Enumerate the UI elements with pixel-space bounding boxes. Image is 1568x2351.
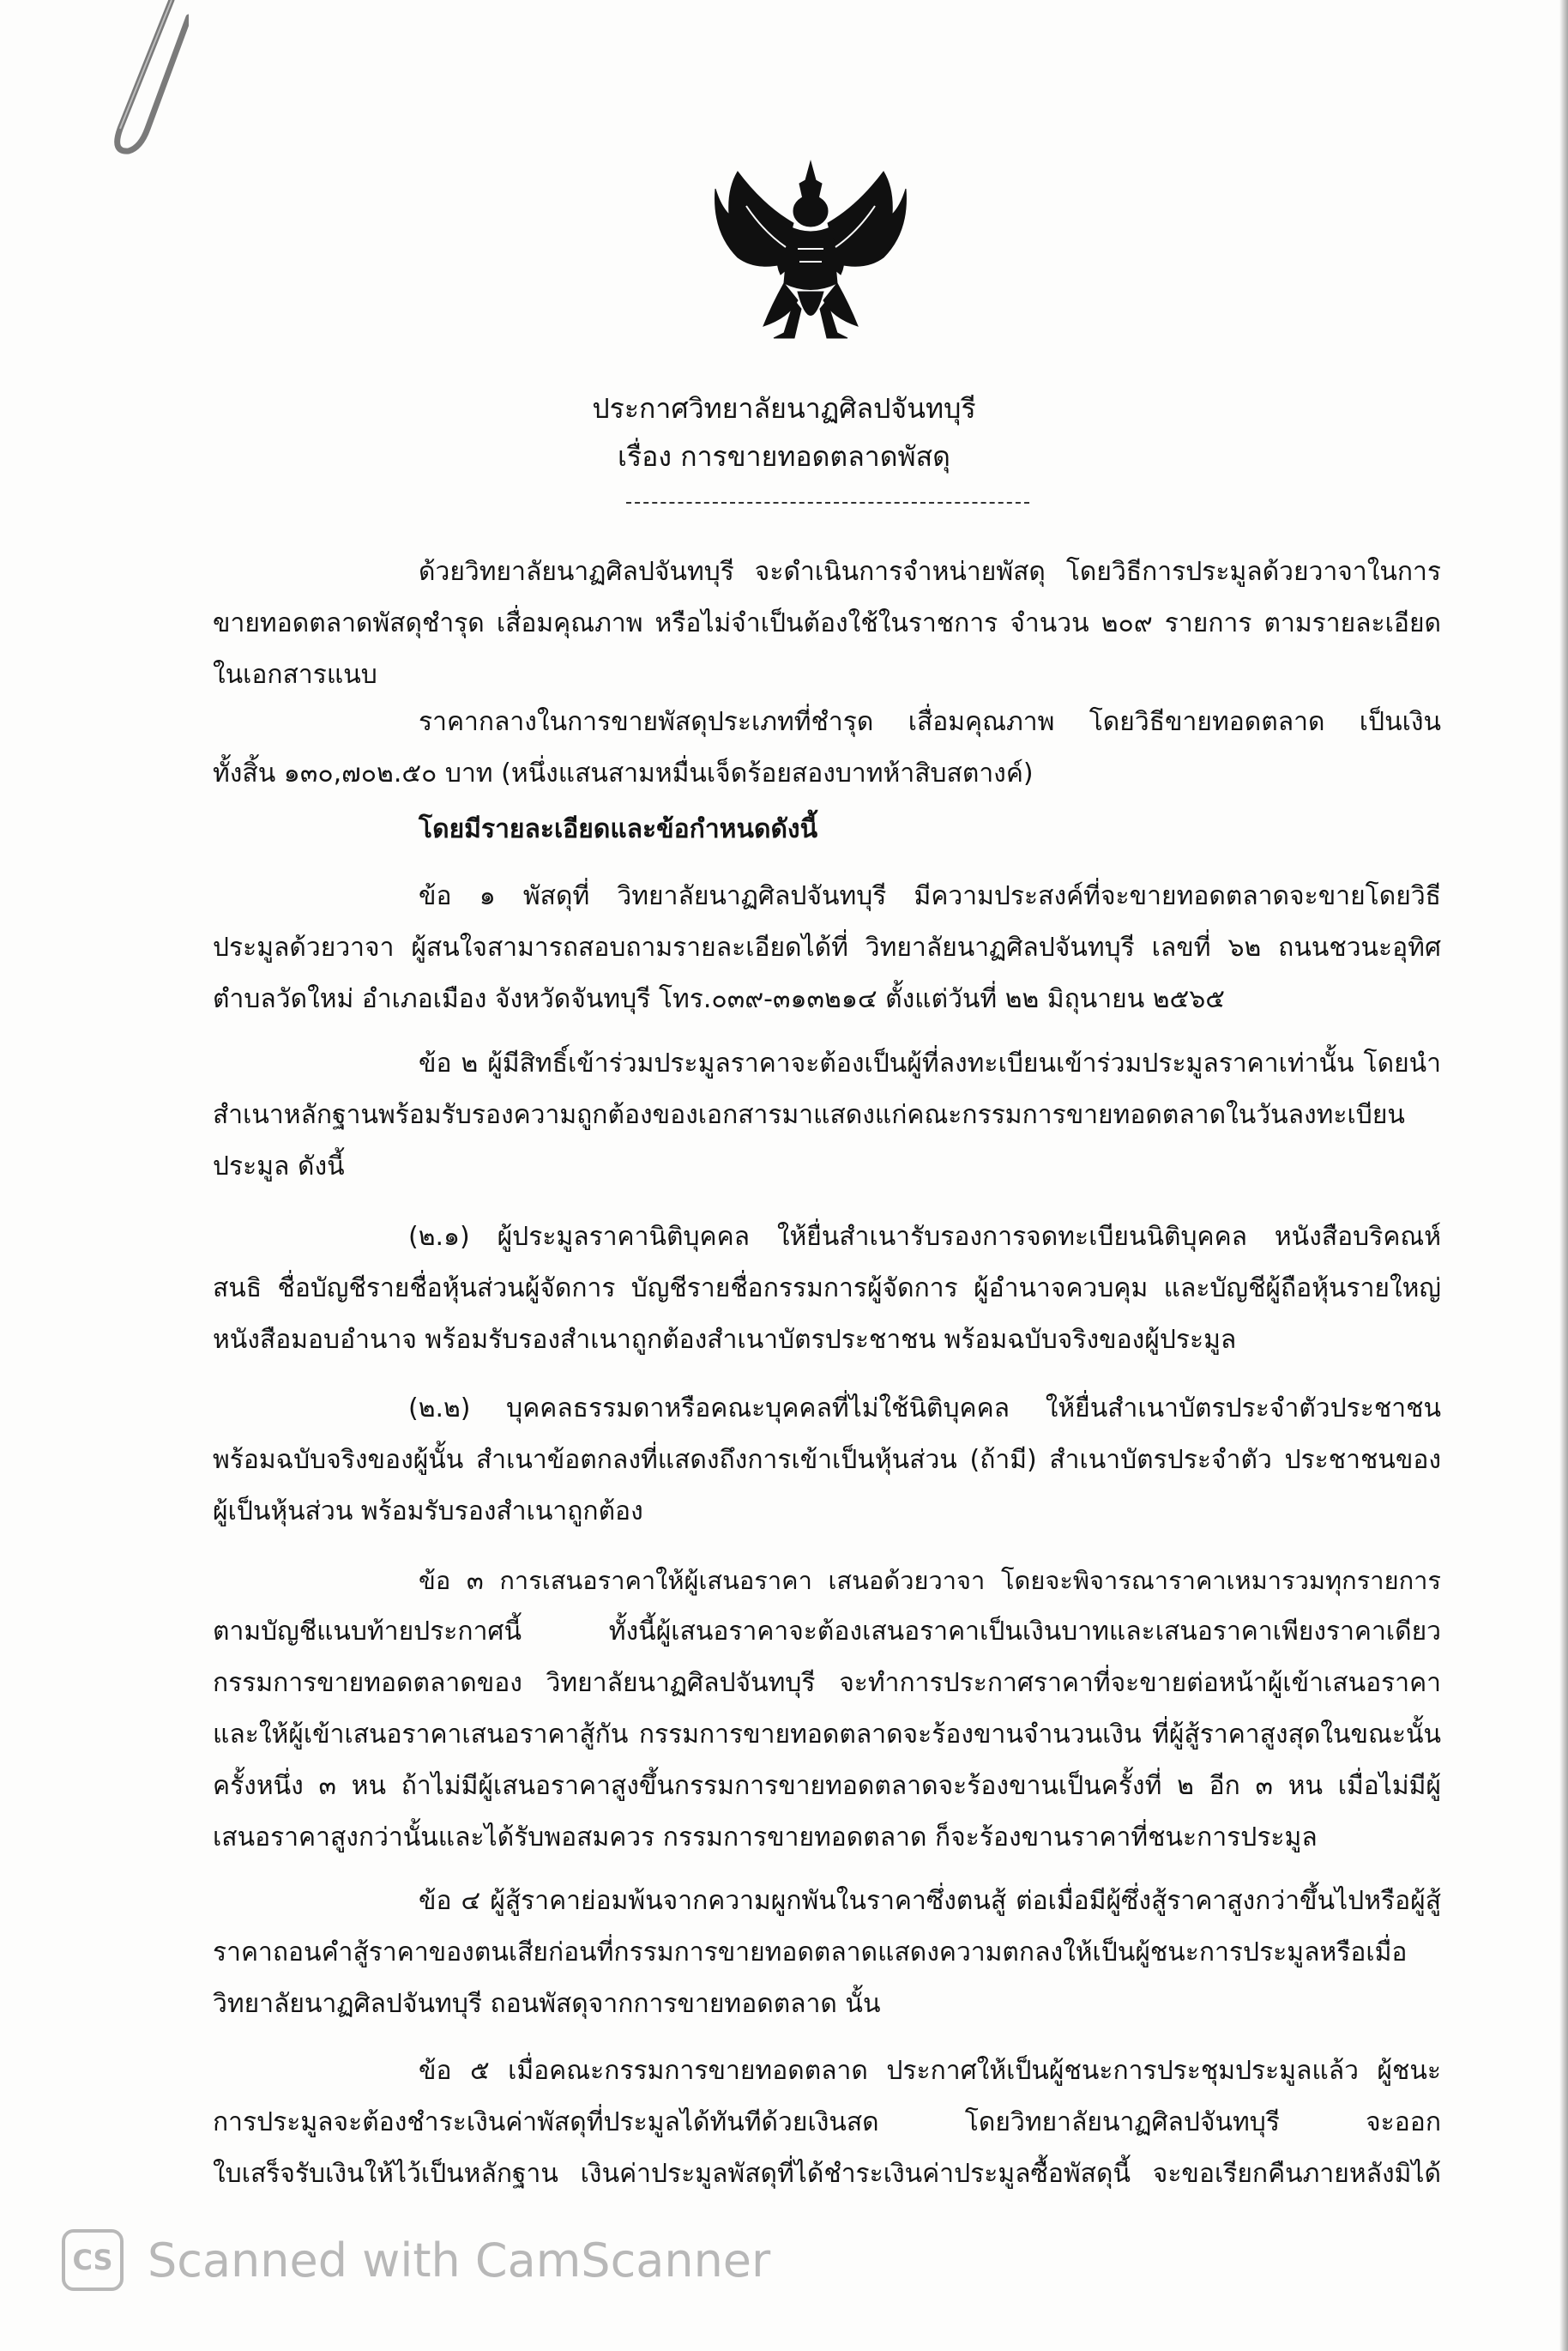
announcement-title: ประกาศวิทยาลัยนาฏศิลปจันทบุรี bbox=[592, 392, 976, 425]
details-heading bbox=[213, 804, 1441, 855]
paragraph-line: กรรมการขายทอดตลาดของ วิทยาลัยนาฏศิลปจันทบุรี จะทำการประกาศราคาที่จะขายต่อหน้าผู้เข้าเสนอราคา bbox=[213, 1668, 1441, 1698]
paragraph-line: (๒.๒) บุคคลธรรมดาหรือคณะบุคคลที่ไม่ใช้นิติบุคคล ให้ยื่นสำเนาบัตรประจำตัวประชาชน bbox=[408, 1393, 1441, 1423]
paragraph-line: ครั้งหนึ่ง ๓ หน ถ้าไม่มีผู้เสนอราคาสูงขึ้นกรรมการขายทอดตลาดจะร้องขานเป็นครั้งที่ ๒ อีก ๓ หน เมื่อไม่มีผู้ bbox=[213, 1771, 1441, 1801]
paragraph-line: ประมูล ดังนี้ bbox=[213, 1151, 345, 1182]
paragraph-line: หนังสือมอบอำนาจ พร้อมรับรองสำเนาถูกต้องสำเนาบัตรประชาชน พร้อมฉบับจริงของผู้ประมูล bbox=[213, 1325, 1237, 1355]
paragraph-line: พร้อมฉบับจริงของผู้นั้น สำเนาข้อตกลงที่แสดงถึงการเข้าเป็นหุ้นส่วน (ถ้ามี) สำเนาบัตรประจำตัว ประชาชนของ bbox=[213, 1445, 1441, 1475]
paragraph-line: ด้วยวิทยาลัยนาฏศิลปจันทบุรี จะดำเนินการจำหน่ายพัสดุ โดยวิธีการประมูลด้วยวาจาในการ bbox=[419, 557, 1441, 587]
clause-1 bbox=[213, 871, 1441, 1025]
clause-2-1 bbox=[213, 1212, 1441, 1366]
clause-5 bbox=[213, 2046, 1441, 2200]
paragraph-line: การประมูลจะต้องชำระเงินค่าพัสดุที่ประมูลได้ทันทีด้วยเงินสด โดยวิทยาลัยนาฏศิลปจันทบุรี จะออก bbox=[213, 2107, 1441, 2137]
paragraph-median-price bbox=[213, 697, 1441, 800]
header-divider bbox=[626, 502, 1029, 504]
paragraph-intro bbox=[213, 547, 1441, 701]
paragraph-line: ข้อ ๕ เมื่อคณะกรรมการขายทอดตลาด ประกาศให้เป็นผู้ชนะการประชุมประมูลแล้ว ผู้ชนะ bbox=[419, 2056, 1441, 2086]
camscanner-text: Scanned with CamScanner bbox=[148, 2233, 771, 2288]
announcement-subject: เรื่อง การขายทอดตลาดพัสดุ bbox=[618, 440, 950, 473]
paragraph-line: ผู้เป็นหุ้นส่วน พร้อมรับรองสำเนาถูกต้อง bbox=[213, 1496, 643, 1526]
paragraph-line: ข้อ ๓ การเสนอราคาให้ผู้เสนอราคา เสนอด้วยวาจา โดยจะพิจารณาราคาเหมารวมทุกรายการ bbox=[419, 1566, 1441, 1595]
page-edge-shadow bbox=[1559, 0, 1568, 2351]
paper-clip-icon bbox=[69, 0, 189, 172]
clause-3 bbox=[213, 1555, 1441, 1864]
paragraph-line: ข้อ ๒ ผู้มีสิทธิ์เข้าร่วมประมูลราคาจะต้องเป็นผู้ที่ลงทะเบียนเข้าร่วมประมูลราคาเท่านั้น โดยนำ bbox=[419, 1049, 1441, 1079]
paragraph-line: ราคากลางในการขายพัสดุประเภทที่ชำรุด เสื่อมคุณภาพ โดยวิธีขายทอดตลาด เป็นเงิน bbox=[419, 707, 1441, 737]
garuda-emblem-icon bbox=[712, 154, 909, 360]
paragraph-line: ตำบลวัดใหม่ อำเภอเมือง จังหวัดจันทบุรี โทร.๐๓๙-๓๑๓๒๑๔ ตั้งแต่วันที่ ๒๒ มิถุนายน ๒๕๖๕ bbox=[213, 984, 1225, 1014]
paragraph-line: ประมูลด้วยวาจา ผู้สนใจสามารถสอบถามรายละเอียดได้ที่ วิทยาลัยนาฏศิลปจันทบุรี เลขที่ ๖๒ ถนนชวนะอุทิศ bbox=[213, 933, 1441, 963]
paragraph-line: ข้อ ๔ ผู้สู้ราคาย่อมพ้นจากความผูกพันในราคาซึ่งตนสู้ ต่อเมื่อมีผู้ซึ่งสู้ราคาสูงกว่าขึ้นไปหรือผู้สู้ bbox=[419, 1886, 1441, 1916]
announcement-header bbox=[0, 384, 1568, 480]
camscanner-logo-icon: CS bbox=[62, 2229, 124, 2291]
camscanner-watermark bbox=[62, 2229, 770, 2291]
paragraph-line: วิทยาลัยนาฏศิลปจันทบุรี ถอนพัสดุจากการขายทอดตลาด นั้น bbox=[213, 1989, 881, 2019]
paragraph-line: โดยมีรายละเอียดและข้อกำหนดดังนี้ bbox=[419, 814, 818, 844]
paragraph-line: สำเนาหลักฐานพร้อมรับรองความถูกต้องของเอกสารมาแสดงแก่คณะกรรมการขายทอดตลาดในวันลงทะเบียน bbox=[213, 1100, 1405, 1130]
paragraph-line: เสนอราคาสูงกว่านั้นและได้รับพอสมควร กรรมการขายทอดตลาด ก็จะร้องขานราคาที่ชนะการประมูล bbox=[213, 1822, 1318, 1852]
paragraph-line: (๒.๑) ผู้ประมูลราคานิติบุคคล ให้ยื่นสำเนารับรองการจดทะเบียนนิติบุคคล หนังสือบริคณห์ bbox=[408, 1222, 1441, 1252]
paragraph-line: ตามบัญชีแนบท้ายประกาศนี้ ทั้งนี้ผู้เสนอราคาจะต้องเสนอราคาเป็นเงินบาทและเสนอราคาเพียงราคาเดียว bbox=[213, 1617, 1441, 1647]
paragraph-line: ขายทอดตลาดพัสดุชำรุด เสื่อมคุณภาพ หรือไม่จำเป็นต้องใช้ในราชการ จำนวน ๒๐๙ รายการ ตามรายละเอียด bbox=[213, 608, 1441, 638]
clause-2-2 bbox=[213, 1383, 1441, 1538]
paragraph-line: ทั้งสิ้น ๑๓๐,๗๐๒.๕๐ บาท (หนึ่งแสนสามหมื่นเจ็ดร้อยสองบาทห้าสิบสตางค์) bbox=[213, 758, 1034, 789]
clause-2 bbox=[213, 1038, 1441, 1193]
paragraph-line: สนธิ ชื่อบัญชีรายชื่อหุ้นส่วนผู้จัดการ บัญชีรายชื่อกรรมการผู้จัดการ ผู้อำนาจควบคุม และบัญชีผู้ถือหุ้นรายใหญ่ bbox=[213, 1273, 1441, 1303]
clause-4 bbox=[213, 1876, 1441, 2030]
paragraph-line: และให้ผู้เข้าเสนอราคาเสนอราคาสู้กัน กรรมการขายทอดตลาดจะร้องขานจำนวนเงิน ที่ผู้สู้ราคาสูงสุดในขณะนั้น bbox=[213, 1719, 1441, 1750]
paragraph-line: ราคาถอนคำสู้ราคาของตนเสียก่อนที่กรรมการขายทอดตลาดแสดงความตกลงให้เป็นผู้ชนะการประมูลหรือเมื่อ bbox=[213, 1937, 1408, 1967]
paragraph-line: ข้อ ๑ พัสดุที่ วิทยาลัยนาฏศิลปจันทบุรี มีความประสงค์ที่จะขายทอดตลาดจะขายโดยวิธี bbox=[419, 881, 1441, 911]
paragraph-line: ใบเสร็จรับเงินให้ไว้เป็นหลักฐาน เงินค่าประมูลพัสดุที่ได้ชำระเงินค่าประมูลซื้อพัสดุนี้ จะขอเรียกคืนภายหลังมิได้ bbox=[213, 2159, 1441, 2189]
paragraph-line: ในเอกสารแนบ bbox=[213, 660, 377, 690]
